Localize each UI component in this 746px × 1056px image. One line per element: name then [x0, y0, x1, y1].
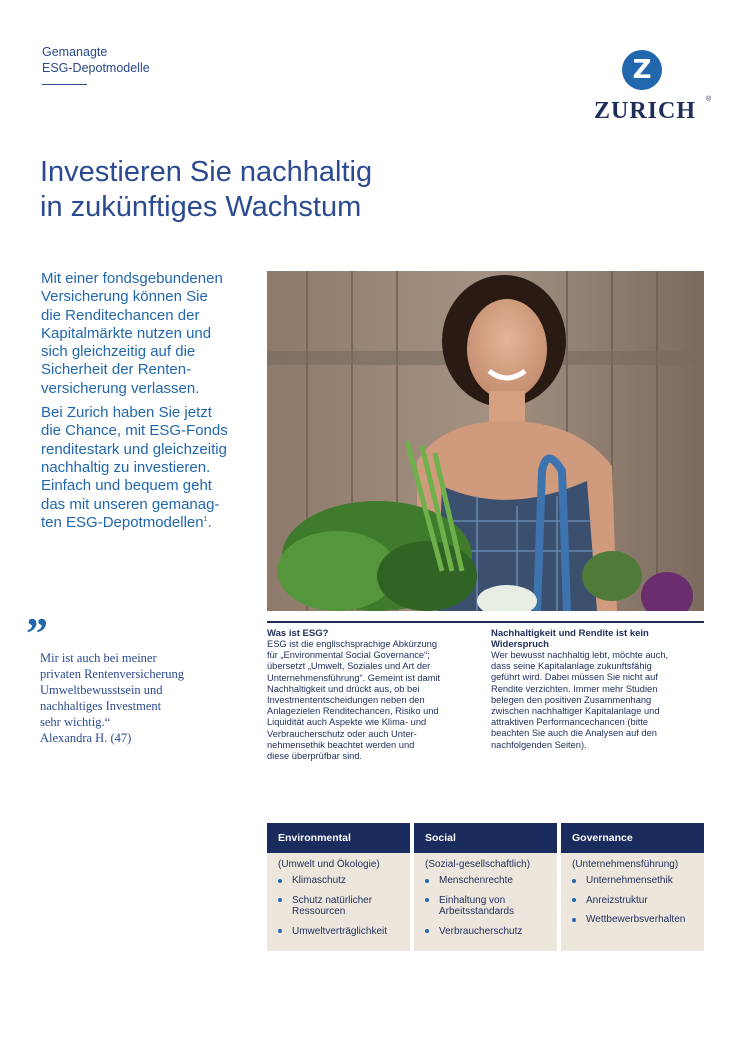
bullet-dot-icon: [425, 879, 429, 883]
text-line: nachhaltiges Investment: [40, 699, 162, 713]
bullet-dot-icon: [278, 929, 282, 933]
list-item: [278, 895, 410, 918]
bullet-dot-icon: [278, 879, 282, 883]
text-line: die Renditechancen der: [41, 306, 200, 324]
text-line: Mir ist auch bei meiner: [40, 651, 157, 665]
text-line: Rendite verzichten. Immer mehr Studien: [491, 683, 658, 694]
intro-paragraph-2: [41, 404, 256, 514]
esg-column-subtitle: (Sozial-gesellschaftlich): [425, 859, 531, 870]
list-item-text: Ressourcen: [292, 906, 346, 917]
bullet-dot-icon: [425, 898, 429, 902]
text-line: Wer bewusst nachhaltig lebt, möchte auch,: [491, 650, 669, 660]
intro-period: .: [207, 513, 212, 531]
text-line: attraktiven Performancechancen (bitte: [491, 717, 649, 728]
list-item-text: Unternehmensethik: [586, 875, 673, 886]
footnote-marker: 1: [203, 515, 208, 523]
registered-mark: ®: [706, 96, 712, 103]
bullet-dot-icon: [572, 898, 576, 902]
section-divider: [267, 621, 704, 623]
bullet-dot-icon: [425, 929, 429, 933]
text-line: geführt wird. Dabei müssen Sie nicht auf: [491, 672, 658, 683]
text-line: Investmententscheidungen neben den: [267, 695, 425, 706]
zurich-z-logo-icon: [622, 50, 662, 90]
text-line: Anlagezielen Renditechancen, Risiko und: [267, 706, 439, 717]
text-line: nachhaltig zu investieren.: [41, 458, 211, 476]
list-item-text: Arbeitsstandards: [439, 906, 515, 917]
text-line: für „Environmental Social Governance“;: [267, 650, 430, 661]
what-is-esg-heading: Was ist ESG?: [267, 628, 329, 639]
esg-column-header: Environmental: [267, 823, 410, 853]
document-label: [42, 44, 150, 76]
brand-wordmark: ZURICH: [593, 98, 696, 124]
list-item-text: Klimaschutz: [292, 875, 346, 886]
sustainability-return-body: [491, 650, 696, 751]
text-line: Bei Zurich haben Sie jetzt: [41, 404, 212, 422]
esg-criteria-list: [267, 875, 410, 937]
text-line: Sicherheit der Renten-: [41, 361, 192, 379]
text-line: zwischen nachhaltiger Kapitalanlage und: [491, 706, 660, 717]
text-line: die Chance, mit ESG-Fonds: [41, 422, 228, 440]
text-line: diese überprüfbar sind.: [267, 751, 363, 762]
what-is-esg-body: [267, 639, 472, 762]
zurich-logo: [586, 50, 710, 130]
text-line: Versicherung können Sie: [41, 288, 208, 306]
esg-criteria-list: [414, 875, 557, 937]
text-line: das mit unseren gemanag-: [41, 495, 220, 513]
text-line: sehr wichtig.“: [40, 715, 111, 729]
text-line: renditestark und gleichzeitig: [41, 440, 227, 458]
text-line: Umweltbewusstsein und: [40, 683, 163, 697]
quotation-mark-icon: ”: [26, 609, 48, 658]
list-item: [278, 875, 410, 887]
esg-column-governance: [561, 823, 704, 951]
what-is-esg-section: [267, 628, 472, 762]
heading-line2: Widerspruch: [491, 639, 549, 650]
intro-last-line: [41, 514, 256, 532]
text-line: nachfolgenden Seiten).: [491, 739, 587, 750]
text-line: Mit einer fondsgebundenen: [41, 270, 223, 287]
logo-letter: Z: [632, 55, 652, 85]
text-line: Liquidität auch Aspekte wie Klima- und: [267, 717, 427, 728]
text-line: ESG ist die englischsprachige Abkürzung: [267, 639, 438, 649]
list-item: [425, 895, 557, 918]
text-line: Nachhaltigkeit und drückt aus, ob bei: [267, 683, 420, 694]
esg-column-social: [414, 823, 557, 951]
text-line: nehmensethik beachtet werden und: [267, 739, 415, 750]
intro-paragraph-1: [41, 270, 256, 398]
text-line: Verbraucherschutz oder auch Unter-: [267, 728, 417, 739]
list-item: [425, 926, 557, 938]
esg-column-subtitle: (Unternehmensführung): [572, 859, 679, 870]
text-line: Unternehmensführung“. Gemeint ist damit: [267, 672, 441, 683]
page-title: [40, 155, 460, 225]
bullet-dot-icon: [572, 879, 576, 883]
list-item: [572, 895, 704, 907]
list-item: [278, 926, 410, 938]
text-line: belegen den positiven Zusammenhang: [491, 694, 652, 705]
list-item: [425, 875, 557, 887]
esg-column-header: Governance: [561, 823, 704, 853]
label-underline: [42, 84, 87, 85]
list-item: [572, 875, 704, 887]
text-line: sich gleichzeitig auf die: [41, 343, 196, 361]
bullet-dot-icon: [278, 898, 282, 902]
text-line: beachten Sie auch die Analysen auf den: [491, 728, 657, 739]
sustainability-return-heading: [491, 628, 696, 650]
list-item-text: Umweltverträglichkeit: [292, 925, 388, 937]
title-line2: in zukünftiges Wachstum: [40, 191, 362, 223]
heading-line1: Nachhaltigkeit und Rendite ist kein: [491, 628, 649, 639]
list-item-text: Einhaltung von: [439, 894, 506, 906]
esg-column-environmental: [267, 823, 410, 951]
text-line: Einfach und bequem geht: [41, 477, 212, 495]
document-label-line1: Gemanagte: [42, 45, 108, 59]
list-item-text: Verbraucherschutz: [439, 925, 523, 937]
esg-criteria-list: [561, 875, 704, 926]
sustainability-return-section: [491, 628, 696, 751]
esg-column-header: Social: [414, 823, 557, 853]
title-line1: Investieren Sie nachhaltig: [40, 156, 373, 188]
text-line: versicherung verlassen.: [41, 379, 200, 397]
list-item-text: Wettbewerbsverhalten: [586, 914, 686, 925]
bullet-dot-icon: [572, 918, 576, 922]
text-line: dass seine Kapitalanlage zukunftsfähig: [491, 661, 652, 672]
list-item-text: Anreizstruktur: [586, 894, 648, 906]
esg-column-subtitle: (Umwelt und Ökologie): [278, 859, 380, 870]
text-line: Alexandra H. (47): [40, 731, 132, 745]
intro-text: [41, 270, 256, 532]
hero-photo: [267, 271, 704, 611]
text-line: Kapitalmärkte nutzen und: [41, 324, 212, 342]
document-label-line2: ESG-Depotmodelle: [42, 61, 150, 75]
intro-last-text: ten ESG-Depotmodellen: [41, 513, 204, 531]
testimonial-quote: [40, 650, 240, 746]
text-line: übersetzt „Umwelt, Soziales und Art der: [267, 661, 431, 672]
list-item-text: Schutz natürlicher: [292, 894, 373, 906]
list-item-text: Menschenrechte: [439, 875, 513, 886]
esg-criteria-table: [267, 823, 704, 951]
list-item: [572, 914, 704, 926]
text-line: privaten Rentenversicherung: [40, 667, 185, 681]
